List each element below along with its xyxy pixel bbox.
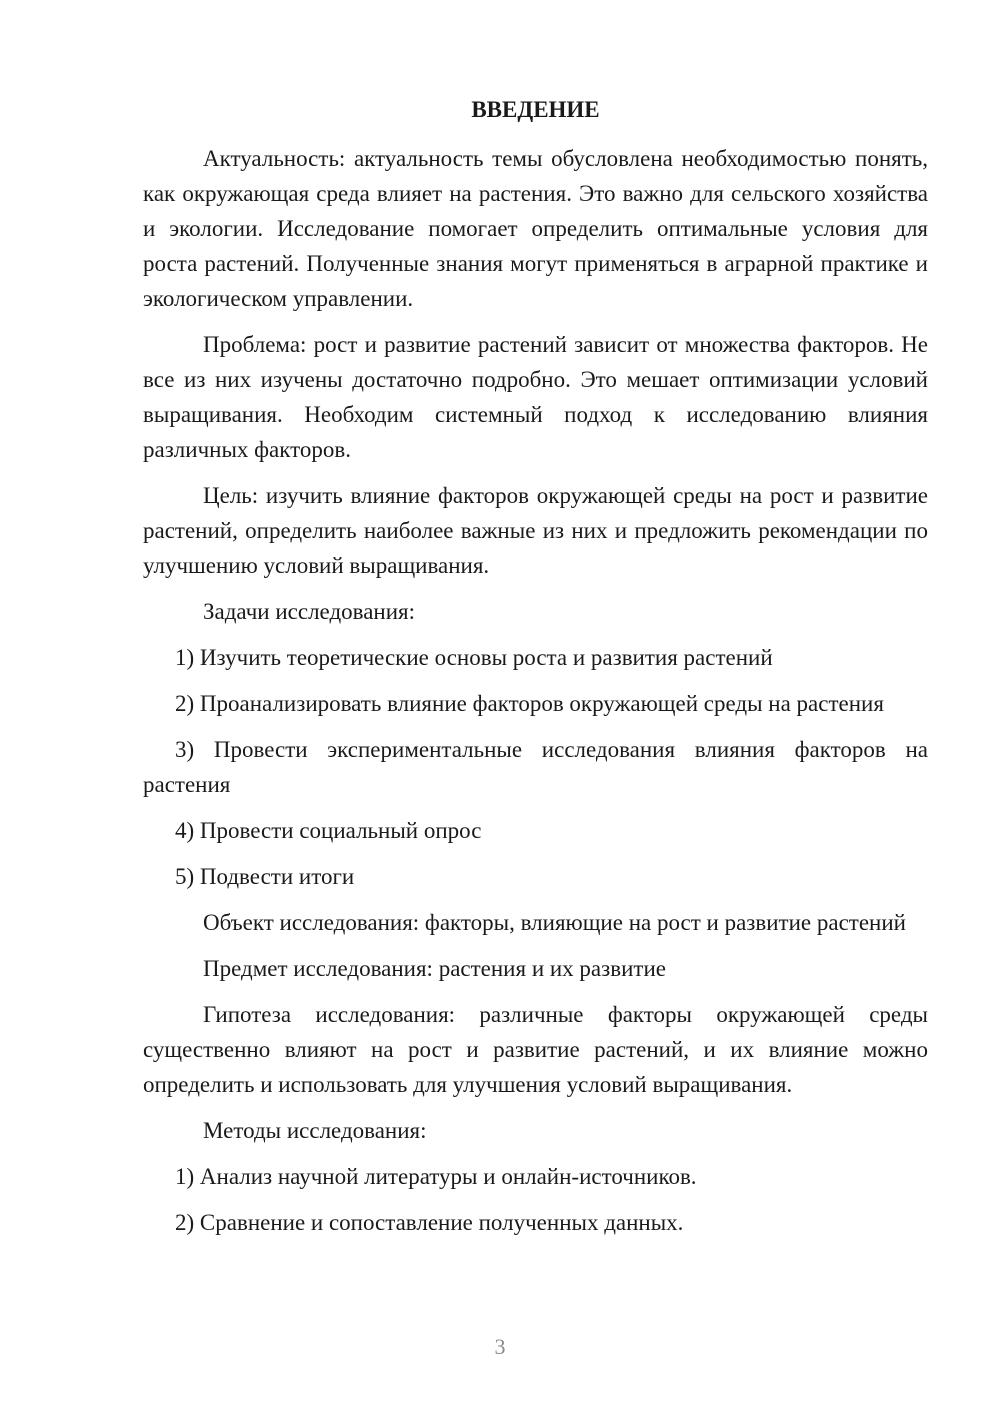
page-title: ВВЕДЕНИЕ [471,97,600,122]
object-paragraph: Объект исследования: факторы, влияющие на рост и развитие растений [203,910,906,935]
method-item: 1) Анализ научной литературы и онлайн-источников. [175,1164,697,1189]
task-item: 4) Провести социальный опрос [175,818,482,843]
hypothesis-paragraph: Гипотеза исследования: различные факторы окружающей среды существенно влияют на рост и развитие растений, и их влияние можно определить и использовать для улучшения условий выращивания. [143,1002,928,1097]
tasks-heading: Задачи исследования: [203,599,416,624]
method-item: 2) Сравнение и сопоставление полученных данных. [175,1210,684,1235]
task-item: 2) Проанализировать влияние факторов окружающей среды на растения [175,691,884,716]
methods-heading: Методы исследования: [203,1118,427,1143]
document-page [143,92,928,1251]
problem-paragraph: Проблема: рост и развитие растений зависит от множества факторов. Не все из них изучены достаточно подробно. Это мешает оптимизации условий выращивания. Необходим системный подход к исследованию влияния различных факторов. [143,332,928,462]
goal-paragraph: Цель: изучить влияние факторов окружающей среды на рост и развитие растений, определить наиболее важные из них и предложить рекомендации по улучшению условий выращивания. [143,483,928,578]
task-item: 3) Провести экспериментальные исследования влияния факторов на растения [143,737,928,797]
page-number: 3 [494,1334,506,1359]
subject-paragraph: Предмет исследования: растения и их развитие [203,956,666,981]
task-item: 1) Изучить теоретические основы роста и развития растений [175,645,773,670]
relevance-paragraph: Актуальность: актуальность темы обусловлена необходимостью понять, как окружающая среда влияет на растения. Это важно для сельского хозяйства и экологии. Исследование помогает определить оптимальные условия для роста растений. Полученные знания могут применяться в аграрной практике и экологическом управлении. [143,146,928,311]
task-item: 5) Подвести итоги [175,864,355,889]
